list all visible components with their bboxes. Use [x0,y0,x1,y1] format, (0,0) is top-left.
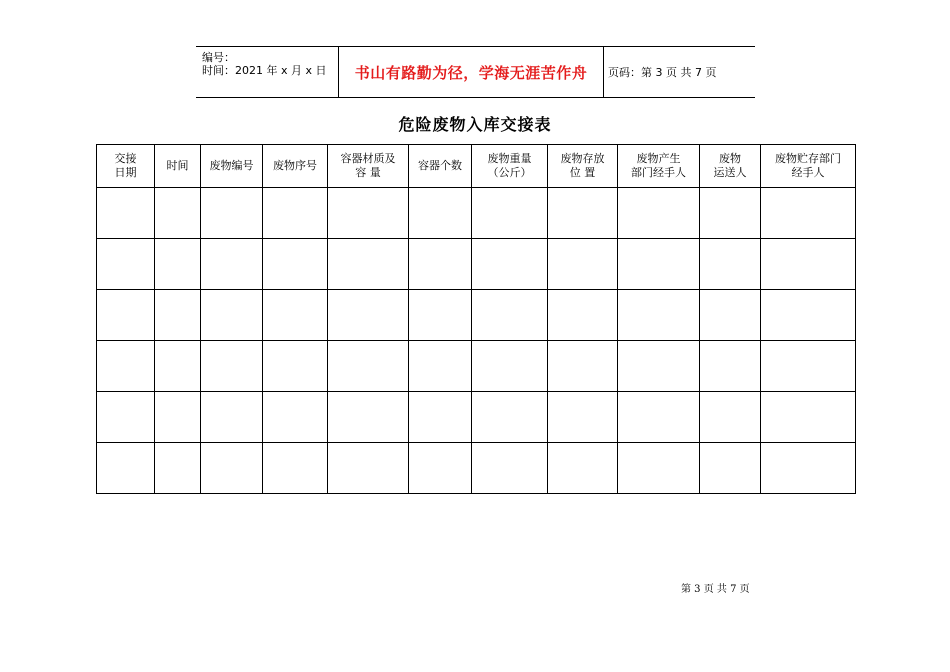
table-row [97,290,856,341]
col-header-waste-serial: 废物序号 [263,145,328,188]
table-cell [263,290,328,341]
col-header-time: 时间 [155,145,201,188]
table-cell [97,443,155,494]
doc-time-label: 时间：2021 年 x 月 x 日 [202,64,327,77]
table-cell [409,341,472,392]
table-cell [472,392,548,443]
table-cell [201,290,263,341]
table-cell [263,341,328,392]
table-cell [409,239,472,290]
table-cell [263,443,328,494]
table-cell [700,239,761,290]
table-cell [700,290,761,341]
table-cell [201,341,263,392]
table-row [97,443,856,494]
table-cell [155,290,201,341]
table-cell [618,341,700,392]
table-cell [548,341,618,392]
table-row [97,392,856,443]
table-cell [409,290,472,341]
table-cell [472,188,548,239]
table-cell [97,188,155,239]
table-cell [618,392,700,443]
table-cell [761,341,856,392]
col-header-storage-location: 废物存放 位 置 [548,145,618,188]
col-header-storage-handler: 废物贮存部门 经手人 [761,145,856,188]
table-cell [618,443,700,494]
col-header-handover-date: 交接 日期 [97,145,155,188]
page-info: 页码：第 3 页 共 7 页 [608,65,717,79]
table-cell [472,290,548,341]
table-cell [263,392,328,443]
form-title: 危险废物入库交接表 [398,115,552,134]
table-cell [548,239,618,290]
table-row [97,188,856,239]
table-cell [155,239,201,290]
table-cell [155,188,201,239]
table-cell [328,290,409,341]
table-cell [761,392,856,443]
table-row [97,239,856,290]
table-cell [548,290,618,341]
col-header-waste-weight: 废物重量 （公斤） [472,145,548,188]
header-right-cell [604,47,755,97]
table-cell [472,341,548,392]
table-cell [700,392,761,443]
table-cell [761,290,856,341]
table-cell [201,443,263,494]
table-cell [409,443,472,494]
table-cell [201,239,263,290]
table-cell [700,341,761,392]
table-cell [97,392,155,443]
col-header-container-material: 容器材质及 容 量 [328,145,409,188]
table-cell [409,188,472,239]
table-cell [97,239,155,290]
table-cell [155,392,201,443]
handover-table [96,144,856,494]
table-cell [263,188,328,239]
table-cell [761,443,856,494]
table-cell [201,392,263,443]
table-row [97,341,856,392]
table-cell [548,392,618,443]
table-cell [618,239,700,290]
table-header-row [97,145,856,188]
table-cell [328,239,409,290]
header-left-cell [196,47,338,97]
doc-number-label: 编号： [202,51,235,64]
table-cell [761,239,856,290]
motto-text: 书山有路勤为径，学海无涯苦作舟 [354,63,588,82]
table-cell [548,443,618,494]
header-motto-cell [338,47,604,97]
table-cell [472,239,548,290]
table-cell [155,443,201,494]
col-header-transporter: 废物 运送人 [700,145,761,188]
table-cell [155,341,201,392]
col-header-container-count: 容器个数 [409,145,472,188]
table-cell [97,290,155,341]
table-cell [700,443,761,494]
page-footer: 第 3 页 共 7 页 [681,584,750,595]
table-cell [201,188,263,239]
table-cell [409,392,472,443]
table-body [97,188,856,494]
table-cell [472,443,548,494]
table-cell [328,341,409,392]
table-cell [700,188,761,239]
page-header [196,46,755,98]
col-header-producer-handler: 废物产生 部门经手人 [618,145,700,188]
table-cell [618,290,700,341]
table-cell [97,341,155,392]
table-cell [328,443,409,494]
table-cell [761,188,856,239]
col-header-waste-code: 废物编号 [201,145,263,188]
table-cell [263,239,328,290]
table-cell [328,392,409,443]
table-cell [548,188,618,239]
table-cell [328,188,409,239]
table-cell [618,188,700,239]
